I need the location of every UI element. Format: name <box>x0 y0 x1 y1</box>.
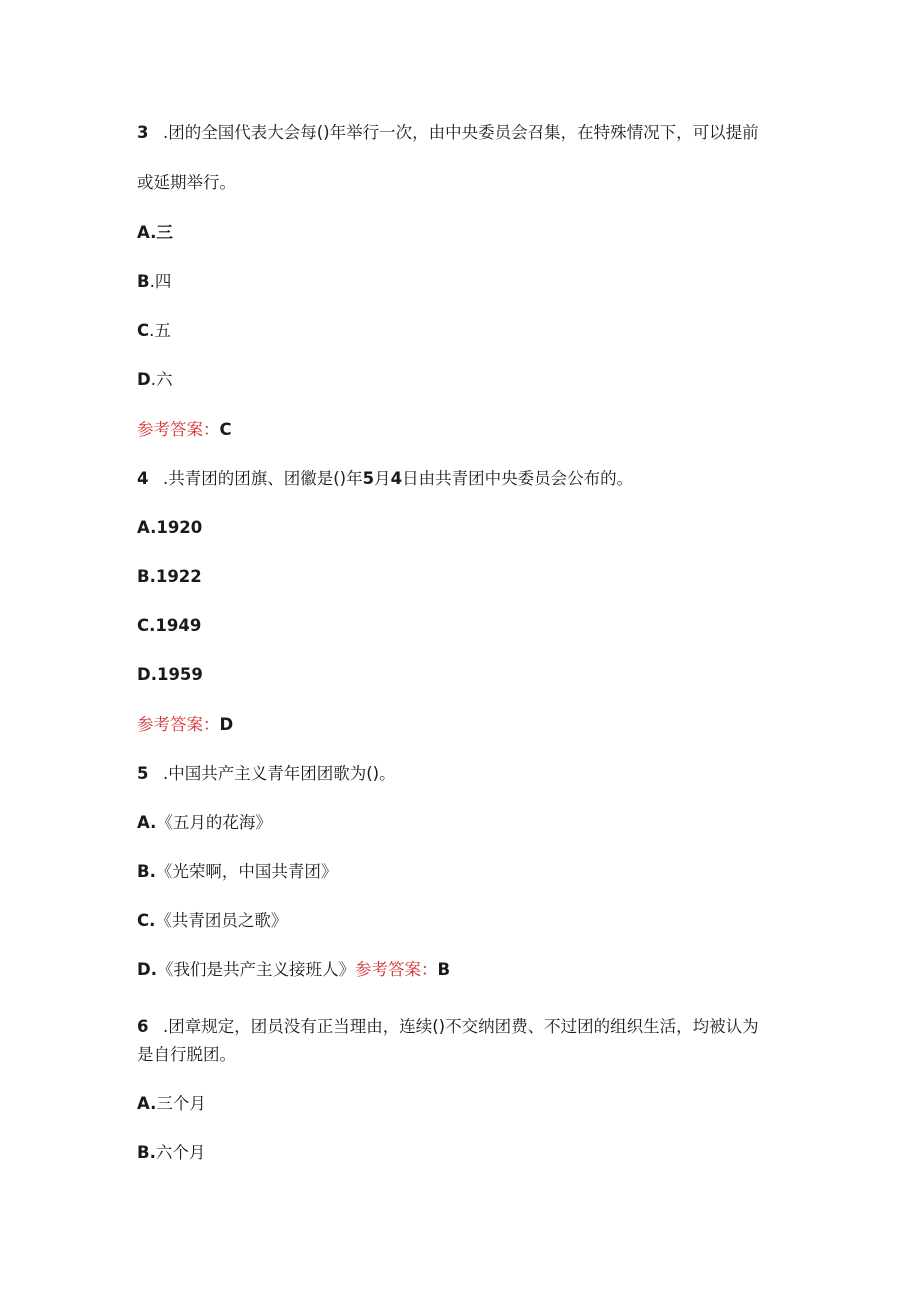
question-text: .共青团的团旗、团徽是()年 <box>163 469 363 488</box>
option-label: C <box>137 321 150 340</box>
option-text: .四 <box>149 272 172 291</box>
option-label: B. <box>137 1143 156 1162</box>
question-number: 4 <box>137 469 149 488</box>
option-text: .五 <box>149 321 171 340</box>
option-text: 六个月 <box>155 1143 206 1162</box>
question-number: 6 <box>137 1017 149 1036</box>
option-label: D <box>137 370 151 389</box>
question-6-option-b <box>137 1142 205 1164</box>
question-text-bold: 5 <box>362 469 375 488</box>
answer-label: 参考答案： <box>137 715 220 734</box>
question-number: 5 <box>137 764 149 783</box>
answer-value: C <box>219 420 232 439</box>
option-label: D. <box>137 960 157 979</box>
question-5-option-d <box>137 959 450 981</box>
question-3-option-a <box>137 222 173 244</box>
option-label: A. <box>137 813 157 832</box>
question-4-stem <box>137 468 633 490</box>
option-text: 《光荣啊，中国共青团》 <box>155 862 338 881</box>
option-label: A. <box>137 1094 157 1113</box>
question-text-bold: 4 <box>390 469 403 488</box>
question-6-stem-line-1 <box>137 1016 759 1038</box>
question-text: .中国共产主义青年团团歌为()。 <box>163 764 396 783</box>
question-3-option-c <box>137 320 171 342</box>
question-text: .团章规定，团员没有正当理由，连续()不交纳团费、不过团的组织生活，均被认为 <box>163 1017 759 1036</box>
option-text: 《五月的花海》 <box>156 813 272 832</box>
question-5-answer <box>355 960 450 979</box>
question-3-option-d <box>137 369 172 391</box>
answer-value: B <box>437 960 451 979</box>
question-4-option-b: B.1922 <box>137 567 202 586</box>
question-6-stem-line-2: 是自行脱团。 <box>137 1045 236 1064</box>
option-label: B. <box>137 862 156 881</box>
question-3-stem-line-1 <box>137 122 759 144</box>
question-6-option-a <box>137 1093 206 1115</box>
question-number: 3 <box>137 123 149 142</box>
option-label: A. <box>137 223 157 242</box>
option-text: 《共青团员之歌》 <box>155 911 288 930</box>
question-3-stem-line-2: 或延期举行。 <box>137 173 236 192</box>
question-4-option-a: A.1920 <box>137 518 203 537</box>
question-4-answer <box>137 714 233 736</box>
question-text: 日由共青团中央委员会公布的。 <box>402 469 634 488</box>
option-text: 三 <box>156 223 173 242</box>
question-3-option-b <box>137 271 171 293</box>
option-text: 《我们是共产主义接班人》 <box>156 960 355 979</box>
option-label: C. <box>137 911 156 930</box>
question-4-option-d: D.1959 <box>137 665 203 684</box>
question-5-option-b <box>137 861 337 883</box>
option-label: B <box>137 272 150 291</box>
question-5-stem <box>137 763 396 785</box>
question-text: 月 <box>374 469 391 488</box>
question-5-option-a <box>137 812 272 834</box>
option-text: .六 <box>150 370 173 389</box>
option-text: 三个月 <box>156 1094 206 1113</box>
answer-value: D <box>219 715 234 734</box>
question-5-option-c <box>137 910 287 932</box>
question-4-option-c: C.1949 <box>137 616 202 635</box>
answer-label: 参考答案： <box>137 420 220 439</box>
question-text: .团的全国代表大会每()年举行一次，由中央委员会召集，在特殊情况下，可以提前 <box>163 123 759 142</box>
answer-label: 参考答案： <box>354 960 438 979</box>
question-3-answer <box>137 419 232 441</box>
